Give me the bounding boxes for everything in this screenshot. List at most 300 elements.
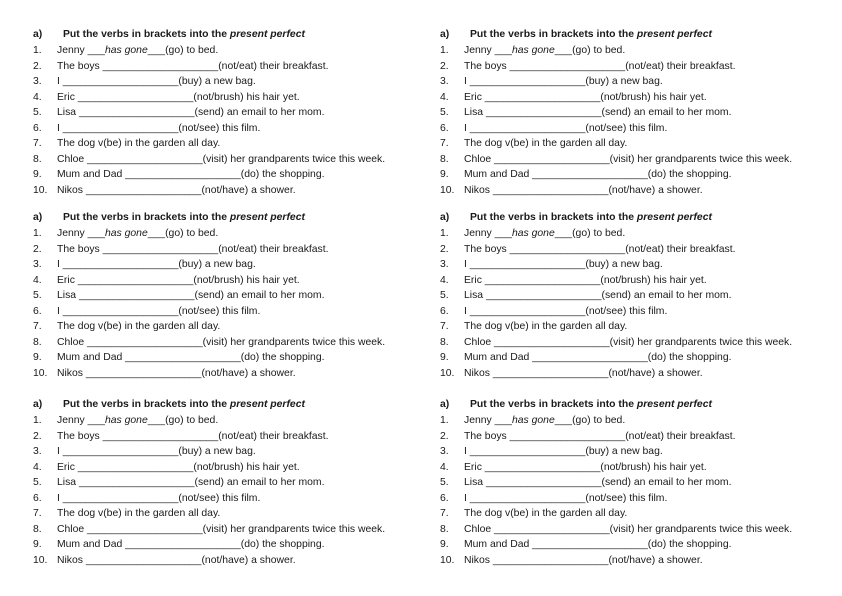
item-pre: The dog v(be) in the garden all day.: [57, 138, 221, 149]
item-post: (not/have) a shower.: [608, 554, 703, 566]
item-gap-1: ____________________: [484, 274, 601, 286]
exercise-item: [33, 226, 423, 242]
item-number: 3.: [440, 259, 449, 270]
exercise-heading: [440, 27, 830, 43]
item-sentence: [464, 475, 731, 491]
item-number: 9.: [440, 352, 449, 363]
item-pre: Nikos: [57, 554, 86, 566]
item-pre: I: [464, 122, 470, 134]
item-post: (go) to bed.: [165, 228, 219, 239]
exercise-block: [440, 210, 830, 381]
item-number: 6.: [440, 492, 449, 504]
item-pre: Jenny: [464, 415, 495, 426]
item-sentence: [57, 413, 218, 429]
item-number: 10.: [440, 184, 455, 196]
item-post: (do) the shopping.: [240, 352, 325, 363]
exercise-heading: [440, 210, 830, 226]
item-gap-1: ____________________: [532, 169, 648, 180]
item-gap-1: ____________________: [62, 76, 179, 87]
exercise-item: [440, 121, 830, 137]
item-pre: Chloe: [464, 153, 495, 165]
item-number: 7.: [440, 138, 449, 149]
item-number: 2.: [440, 243, 449, 255]
item-number: 8.: [440, 336, 449, 348]
item-number: 4.: [33, 461, 42, 473]
item-number: 10.: [33, 554, 48, 566]
item-number: 5.: [440, 477, 449, 488]
instruction-text: Put the verbs in brackets into the: [470, 29, 637, 40]
item-number: 9.: [33, 169, 42, 180]
exercise-item: [440, 413, 830, 429]
item-number: 8.: [440, 153, 449, 165]
item-post: (do) the shopping.: [240, 169, 325, 180]
exercise-items: [33, 43, 423, 198]
item-sentence: [464, 429, 736, 445]
item-pre: Chloe: [464, 523, 495, 535]
exercise-item: [33, 304, 423, 320]
item-number: 2.: [33, 243, 42, 255]
item-gap-2: ___: [554, 228, 573, 239]
exercise-item: [440, 475, 830, 491]
exercise-item: [440, 304, 830, 320]
item-pre: Nikos: [464, 184, 493, 196]
item-pre: Jenny: [57, 228, 88, 239]
item-pre: Nikos: [464, 367, 493, 379]
instruction-emphasis: present perfect: [229, 29, 305, 40]
exercise-item: [440, 90, 830, 106]
exercise-item: [440, 43, 830, 59]
exercise-item: [33, 475, 423, 491]
item-pre: Lisa: [464, 107, 486, 118]
item-number: 6.: [440, 305, 449, 317]
item-gap-1: ____________________: [469, 446, 586, 457]
item-gap-1: ____________________: [469, 259, 586, 270]
item-gap-1: ____________________: [85, 184, 202, 196]
item-post: (not/brush) his hair yet.: [193, 91, 300, 103]
item-gap-1: ____________________: [62, 305, 179, 317]
item-pre: Mum and Dad: [57, 169, 126, 180]
item-sentence: [464, 152, 792, 168]
item-gap-1: ____________________: [62, 259, 179, 270]
item-post: (go) to bed.: [165, 415, 219, 426]
item-sentence: [464, 366, 703, 382]
exercise-item: [33, 366, 423, 382]
item-pre: The dog v(be) in the garden all day.: [57, 321, 221, 332]
item-post: (not/see) this film.: [585, 122, 668, 134]
item-gap-1: ____________________: [485, 290, 602, 301]
exercise-instruction: [470, 210, 712, 226]
exercise-item: [33, 444, 423, 460]
item-number: 6.: [33, 305, 42, 317]
exercise-item: [33, 429, 423, 445]
item-number: 3.: [33, 259, 42, 270]
item-pre: I: [57, 492, 63, 504]
item-sentence: [57, 366, 296, 382]
item-pre: Chloe: [57, 523, 88, 535]
exercise-item: [33, 183, 423, 199]
item-post: (not/see) this film.: [178, 305, 261, 317]
item-sentence: [464, 273, 707, 289]
item-post: (go) to bed.: [165, 45, 219, 56]
item-sentence: [464, 460, 707, 476]
item-gap-1: ____________________: [85, 367, 202, 379]
exercise-item: [33, 121, 423, 137]
exercise-letter: a): [33, 399, 43, 410]
item-sentence: [464, 444, 663, 460]
item-number: 2.: [33, 60, 42, 72]
item-pre: Mum and Dad: [57, 539, 126, 550]
exercise-item: [440, 167, 830, 183]
item-post: (visit) her grandparents twice this week.: [202, 523, 386, 535]
item-number: 6.: [33, 492, 42, 504]
item-pre: Chloe: [57, 336, 88, 348]
item-post: (do) the shopping.: [647, 352, 732, 363]
exercise-item: [33, 136, 423, 152]
item-pre: Chloe: [57, 153, 88, 165]
item-pre: I: [57, 259, 63, 270]
exercise-item: [33, 335, 423, 351]
instruction-emphasis: present perfect: [229, 399, 305, 410]
instruction-text: Put the verbs in brackets into the: [470, 399, 637, 410]
item-pre: The dog v(be) in the garden all day.: [464, 321, 628, 332]
item-pre: Eric: [464, 274, 485, 286]
item-gap-1: ____________________: [77, 461, 194, 473]
item-gap-2: ___: [147, 228, 166, 239]
exercise-item: [33, 59, 423, 75]
item-sentence: [57, 460, 300, 476]
item-post: (visit) her grandparents twice this week.: [202, 153, 386, 165]
item-gap-1: ____________________: [469, 122, 586, 134]
exercise-item: [440, 183, 830, 199]
item-gap-1: ___: [494, 45, 512, 56]
exercise-item: [440, 429, 830, 445]
item-pre: The boys: [57, 243, 103, 255]
instruction-emphasis: present perfect: [636, 29, 712, 40]
item-pre: Lisa: [57, 107, 79, 118]
exercise-letter: a): [33, 212, 43, 223]
item-post: (do) the shopping.: [647, 169, 732, 180]
item-post: (do) the shopping.: [240, 539, 325, 550]
item-pre: I: [464, 305, 470, 317]
exercise-items: [440, 413, 830, 568]
item-gap-1: ____________________: [62, 492, 179, 504]
exercise-item: [440, 74, 830, 90]
item-number: 1.: [33, 228, 42, 239]
item-sentence: [464, 74, 663, 90]
item-gap-1: ____________________: [469, 492, 586, 504]
exercise-item: [33, 288, 423, 304]
exercise-block: [440, 27, 830, 198]
item-number: 5.: [440, 107, 449, 118]
item-post: (not/brush) his hair yet.: [600, 274, 707, 286]
item-number: 7.: [33, 508, 42, 519]
exercise-items: [440, 43, 830, 198]
item-pre: Nikos: [57, 367, 86, 379]
item-sentence: [57, 350, 325, 366]
item-gap-1: ____________________: [484, 91, 601, 103]
item-number: 10.: [440, 554, 455, 566]
item-post: (send) an email to her mom.: [194, 290, 325, 301]
exercise-item: [33, 43, 423, 59]
item-number: 3.: [440, 446, 449, 457]
item-sentence: [464, 105, 731, 121]
item-post: (not/eat) their breakfast.: [625, 430, 736, 442]
exercise-heading: [33, 210, 423, 226]
item-sentence: [57, 74, 256, 90]
item-number: 1.: [440, 415, 449, 426]
item-gap-1: ____________________: [469, 76, 586, 87]
item-pre: Mum and Dad: [57, 352, 126, 363]
instruction-emphasis: present perfect: [636, 212, 712, 223]
item-gap-1: ____________________: [492, 554, 609, 566]
item-post: (not/have) a shower.: [201, 554, 296, 566]
item-pre: The boys: [464, 243, 510, 255]
item-sentence: [57, 491, 260, 507]
item-sentence: [57, 242, 329, 258]
item-pre: The boys: [57, 430, 103, 442]
exercise-item: [33, 74, 423, 90]
item-post: (not/have) a shower.: [201, 184, 296, 196]
item-number: 6.: [440, 122, 449, 134]
instruction-text: Put the verbs in brackets into the: [63, 399, 230, 410]
item-sentence: [464, 506, 627, 522]
exercise-item: [440, 152, 830, 168]
item-gap-2: ___: [554, 415, 573, 426]
item-post: (not/have) a shower.: [608, 184, 703, 196]
item-sentence: [57, 152, 385, 168]
item-sentence: [57, 257, 256, 273]
item-pre: I: [57, 305, 63, 317]
item-pre: Lisa: [464, 477, 486, 488]
item-pre: Eric: [57, 461, 78, 473]
item-sentence: [464, 553, 703, 569]
item-pre: Chloe: [464, 336, 495, 348]
item-sentence: [57, 304, 260, 320]
item-sentence: [57, 429, 329, 445]
item-pre: The boys: [57, 60, 103, 72]
item-post: (go) to bed.: [572, 228, 626, 239]
exercise-instruction: [63, 210, 305, 226]
item-post: (buy) a new bag.: [585, 446, 663, 457]
item-post: (send) an email to her mom.: [194, 107, 325, 118]
item-answer: has gone: [104, 228, 148, 239]
exercise-item: [440, 136, 830, 152]
item-post: (buy) a new bag.: [178, 446, 256, 457]
item-sentence: [57, 273, 300, 289]
exercise-block: [33, 397, 423, 568]
exercise-item: [440, 273, 830, 289]
item-pre: Mum and Dad: [464, 352, 533, 363]
instruction-text: Put the verbs in brackets into the: [63, 29, 230, 40]
exercise-instruction: [63, 397, 305, 413]
exercise-item: [440, 319, 830, 335]
item-post: (not/eat) their breakfast.: [218, 430, 329, 442]
item-gap-1: ____________________: [85, 554, 202, 566]
exercise-item: [440, 537, 830, 553]
item-post: (buy) a new bag.: [585, 76, 663, 87]
exercise-block: [33, 27, 423, 198]
instruction-emphasis: present perfect: [229, 212, 305, 223]
instruction-text: Put the verbs in brackets into the: [63, 212, 230, 223]
item-sentence: [464, 335, 792, 351]
item-gap-1: ___: [87, 415, 105, 426]
item-gap-1: ____________________: [494, 153, 610, 165]
item-number: 4.: [440, 91, 449, 103]
item-pre: Lisa: [464, 290, 486, 301]
item-pre: Mum and Dad: [464, 539, 533, 550]
item-gap-1: ____________________: [492, 184, 609, 196]
exercise-item: [33, 491, 423, 507]
item-gap-1: ____________________: [494, 336, 610, 348]
item-gap-1: ____________________: [485, 107, 602, 118]
item-pre: The dog v(be) in the garden all day.: [464, 508, 628, 519]
item-number: 10.: [33, 184, 48, 196]
item-pre: I: [464, 492, 470, 504]
item-number: 9.: [33, 352, 42, 363]
item-post: (not/see) this film.: [585, 305, 668, 317]
exercise-item: [33, 167, 423, 183]
item-post: (do) the shopping.: [647, 539, 732, 550]
item-post: (buy) a new bag.: [178, 259, 256, 270]
item-sentence: [464, 319, 627, 335]
item-pre: Eric: [464, 91, 485, 103]
item-gap-1: ___: [494, 228, 512, 239]
item-post: (not/eat) their breakfast.: [625, 60, 736, 72]
exercise-item: [440, 553, 830, 569]
exercise-heading: [33, 397, 423, 413]
item-post: (send) an email to her mom.: [194, 477, 325, 488]
item-sentence: [464, 183, 703, 199]
item-gap-1: ____________________: [78, 107, 195, 118]
exercise-item: [33, 506, 423, 522]
exercise-item: [33, 537, 423, 553]
item-gap-1: ____________________: [125, 169, 241, 180]
item-gap-1: ___: [494, 415, 512, 426]
item-pre: The boys: [464, 60, 510, 72]
item-pre: I: [57, 76, 63, 87]
item-sentence: [464, 257, 663, 273]
item-gap-1: ____________________: [77, 91, 194, 103]
item-sentence: [464, 304, 667, 320]
item-post: (not/brush) his hair yet.: [193, 274, 300, 286]
exercise-item: [440, 522, 830, 538]
exercise-item: [33, 319, 423, 335]
item-post: (not/have) a shower.: [201, 367, 296, 379]
instruction-emphasis: present perfect: [636, 399, 712, 410]
item-sentence: [464, 136, 627, 152]
item-gap-1: ____________________: [509, 243, 626, 255]
item-number: 8.: [33, 336, 42, 348]
item-number: 3.: [33, 446, 42, 457]
item-post: (go) to bed.: [572, 415, 626, 426]
item-pre: I: [57, 122, 63, 134]
item-gap-1: ____________________: [87, 523, 203, 535]
item-pre: Eric: [464, 461, 485, 473]
instruction-text: Put the verbs in brackets into the: [470, 212, 637, 223]
item-pre: Jenny: [57, 415, 88, 426]
item-post: (not/brush) his hair yet.: [600, 461, 707, 473]
item-gap-1: ____________________: [87, 153, 203, 165]
item-pre: I: [464, 446, 470, 457]
item-sentence: [464, 288, 731, 304]
item-number: 4.: [33, 274, 42, 286]
item-sentence: [57, 553, 296, 569]
item-gap-2: ___: [147, 415, 166, 426]
item-post: (buy) a new bag.: [178, 76, 256, 87]
exercise-item: [33, 553, 423, 569]
exercise-item: [440, 257, 830, 273]
item-sentence: [57, 226, 218, 242]
item-pre: Nikos: [57, 184, 86, 196]
item-sentence: [57, 136, 220, 152]
item-sentence: [57, 506, 220, 522]
item-gap-1: ____________________: [87, 336, 203, 348]
item-number: 7.: [440, 508, 449, 519]
exercise-instruction: [63, 27, 305, 43]
item-gap-1: ____________________: [62, 446, 179, 457]
item-number: 9.: [440, 539, 449, 550]
item-number: 4.: [440, 274, 449, 286]
item-gap-1: ____________________: [469, 305, 586, 317]
item-number: 1.: [33, 415, 42, 426]
item-gap-1: ____________________: [484, 461, 601, 473]
exercise-heading: [440, 397, 830, 413]
item-post: (not/have) a shower.: [608, 367, 703, 379]
exercise-item: [440, 335, 830, 351]
item-pre: The boys: [464, 430, 510, 442]
item-answer: has gone: [104, 415, 148, 426]
item-post: (send) an email to her mom.: [601, 107, 732, 118]
exercise-item: [33, 522, 423, 538]
exercise-item: [440, 506, 830, 522]
exercise-item: [33, 257, 423, 273]
item-pre: Lisa: [57, 290, 79, 301]
item-number: 8.: [440, 523, 449, 535]
exercise-block: [440, 397, 830, 568]
exercise-letter: a): [33, 29, 43, 40]
item-sentence: [464, 242, 736, 258]
exercise-instruction: [470, 397, 712, 413]
exercise-item: [33, 273, 423, 289]
item-gap-1: ____________________: [509, 60, 626, 72]
item-sentence: [464, 350, 732, 366]
item-post: (visit) her grandparents twice this week.: [202, 336, 386, 348]
item-post: (visit) her grandparents twice this week.: [609, 523, 793, 535]
exercise-item: [33, 413, 423, 429]
item-number: 2.: [33, 430, 42, 442]
item-post: (not/eat) their breakfast.: [218, 243, 329, 255]
exercise-item: [440, 288, 830, 304]
item-answer: has gone: [511, 228, 555, 239]
item-pre: Lisa: [57, 477, 79, 488]
item-gap-1: ____________________: [532, 539, 648, 550]
item-post: (send) an email to her mom.: [601, 477, 732, 488]
item-pre: Mum and Dad: [464, 169, 533, 180]
item-sentence: [57, 288, 324, 304]
exercise-item: [440, 491, 830, 507]
item-number: 5.: [33, 107, 42, 118]
exercise-item: [33, 460, 423, 476]
item-sentence: [464, 491, 667, 507]
item-number: 5.: [33, 290, 42, 301]
exercise-items: [33, 226, 423, 381]
exercise-items: [33, 413, 423, 568]
item-post: (not/see) this film.: [178, 122, 261, 134]
exercise-item: [440, 366, 830, 382]
item-sentence: [57, 105, 324, 121]
exercise-letter: a): [440, 212, 450, 223]
item-pre: I: [57, 446, 63, 457]
